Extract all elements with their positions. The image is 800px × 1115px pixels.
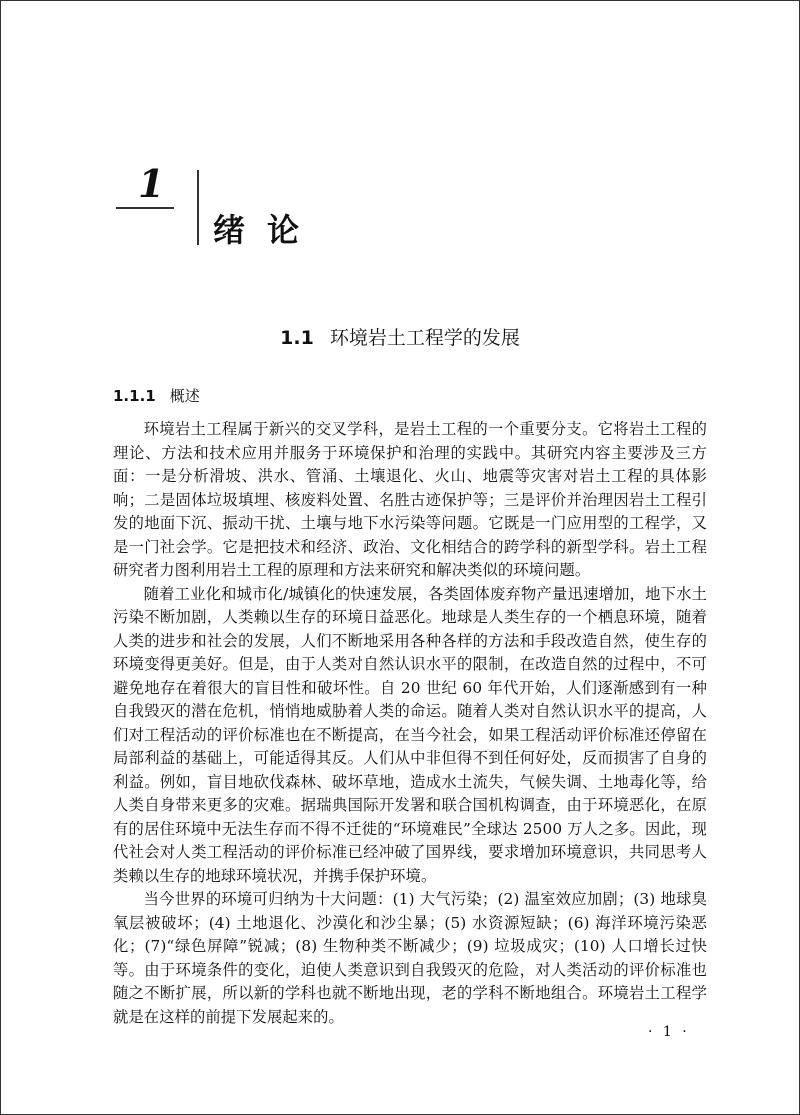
chapter-title: 绪论 bbox=[213, 211, 322, 249]
chapter-rule-horizontal bbox=[116, 207, 174, 209]
body-text bbox=[113, 418, 707, 1029]
chapter-number: 1 bbox=[138, 161, 165, 206]
section-title: 环境岩土工程学的发展 bbox=[329, 327, 520, 349]
paragraph: 环境岩土工程属于新兴的交叉学科，是岩土工程的一个重要分支。它将岩土工程的理论、方法和技术应用并服务于环境保护和治理的实践中。其研究内容主要涉及三方面：一是分析滑坡、洪水、管涌、土壤退化、火山、地震等灾害对岩土工程的具体影响；二是固体垃圾填埋、核废料处置、名胜古迹保护等；三是评价并治理因岩土工程引发的地面下沉、振动干扰、土壤与地下水污染等问题。它既是一门应用型的工程学，又是一门社会学。它是把技术和经济、政治、文化相结合的跨学科的新型学科。岩土工程研究者力图利用岩土工程的原理和方法来研究和解决类似的环境问题。 bbox=[113, 420, 707, 579]
paragraph: 当今世界的环境可归纳为十大问题：(1) 大气污染；(2) 温室效应加剧；(3) 地球臭氧层被破坏；(4) 土地退化、沙漠化和沙尘暴；(5) 水资源短缺；(6) 海洋环境污染恶化；(7)“绿色屏障”锐减；(8) 生物种类不断减少；(9) 垃圾成灾；(10) 人口增长过快等。由于环境条件的变化，迫使人类意识到自我毁灭的危险，对人类活动的评价标准也随之不断扩展，所以新的学科也就不断地出现，老的学科不断地组合。环境岩土工程学就是在这样的前提下发展起来的。 bbox=[113, 890, 707, 1026]
subsection-number: 1.1.1 bbox=[113, 387, 156, 405]
section-heading bbox=[0, 325, 800, 351]
subsection-heading bbox=[113, 385, 200, 407]
section-number: 1.1 bbox=[280, 327, 314, 349]
chapter-rule-vertical bbox=[197, 170, 199, 245]
subsection-title: 概述 bbox=[169, 387, 200, 405]
page-number: · 1 · bbox=[648, 1024, 690, 1040]
paragraph: 随着工业化和城市化/城镇化的快速发展，各类固体废弃物产量迅速增加，地下水土污染不断加剧，人类赖以生存的环境日益恶化。地球是人类生存的一个栖息环境，随着人类的进步和社会的发展，人们不断地采用各种各样的方法和手段改造自然，使生存的环境变得更美好。但是，由于人类对自然认识水平的限制，在改造自然的过程中，不可避免地存在着很大的盲目性和破坏性。自 20 世纪 60 年代开始，人们逐渐感到有一种自我毁灭的潜在危机，悄悄地威胁着人类的命运。随着人类对自然认识水平的提高，人们对工程活动的评价标准也在不断提高，在当今社会，如果工程活动评价标准还停留在局部利益的基础上，可能适得其反。人们从中非但得不到任何好处，反而损害了自身的利益。例如，盲目地砍伐森林、破坏草地，造成水土流失，气候失调、土地毒化等，给人类自身带来更多的灾难。据瑞典国际开发署和联合国机构调查，由于环境恶化，在原有的居住环境中无法生存而不得不迁徙的“环境难民”全球达 2500 万人之多。因此，现代社会对人类工程活动的评价标准已经冲破了国界线，要求增加环境意识，共同思考人类赖以生存的地球环境状况，并携手保护环境。 bbox=[113, 584, 707, 885]
